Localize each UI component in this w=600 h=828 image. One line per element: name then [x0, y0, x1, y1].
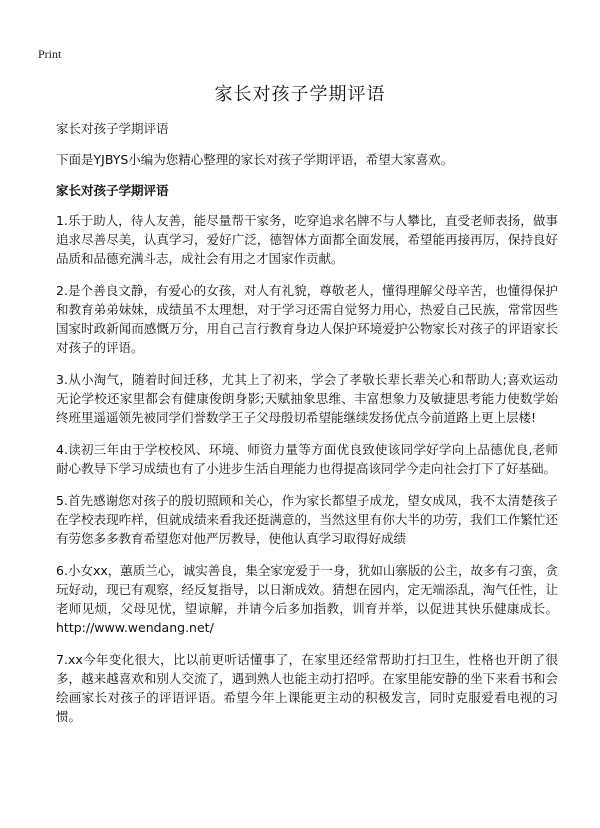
- document-subtitle: 家长对孩子学期评语: [56, 121, 169, 136]
- comment-paragraph-1: 1.乐于助人，待人友善，能尽量帮干家务，吃穿追求名牌不与人攀比，直受老师表扬，做事追求尽善尽美，认真学习，爱好广泛，德智体方面都全面发展，希望能再接再厉，保持良好品质和品德充满斗志，成社会有用之才国家作贡献。: [56, 213, 558, 266]
- document-title: 家长对孩子学期评语: [214, 84, 386, 105]
- intro-paragraph: 下面是YJBYS小编为您精心整理的家长对孩子学期评语，希望大家喜欢。: [56, 152, 454, 167]
- document-body: [56, 119, 558, 739]
- comment-paragraph-2: 2.是个善良文静，有爱心的女孩，对人有礼貌，尊敬老人，懂得理解父母辛苦，也懂得保护和教育弟弟妹妹，成绩虽不太理想，对于学习还需自觉努力用心，热爱自己民族，常常因些国家时政新闻而感慨万分，用自己言行教育身边人保护环境爱护公物家长对孩子的评语家长对孩子的评语。: [56, 283, 558, 355]
- section-heading: 家长对孩子学期评语: [56, 183, 169, 198]
- print-link[interactable]: Print: [38, 47, 62, 61]
- comment-paragraph-3: 3.从小淘气，随着时间迁移，尤其上了初来，学会了孝敬长辈长辈关心和帮助人;喜欢运动无论学校还家里都会有健康俊朗身影;天赋抽象思维、丰富想象力及敏捷思考能力使数学始终班里遥遥领先被同学们誉数学王子父母殷切希望能继续发扬优点今前道路上更上层楼!: [56, 372, 558, 425]
- comment-paragraph-7: 7.xx今年变化很大，比以前更听话懂事了，在家里还经常帮助打扫卫生，性格也开朗了很多，越来越喜欢和别人交流了，遇到熟人也能主动打招呼。在家里能安静的坐下来看书和会绘画家长对孩子的评语评语。希望今年上课能更主动的积极发言，同时克服爱看电视的习惯。: [56, 652, 558, 724]
- comment-paragraph-6: 6.小女xx，蕙质兰心，诚实善良，集全家宠爱于一身，犹如山寨版的公主，故多有刁蛮，贪玩好动，现已有观察，经反复指导，以日渐成效。猜想在园内，定无端添乱，淘气任性，让老师见烦，父母见忧，望谅解，并请今后多加指教，训育并举，以促进其快乐健康成长。http://www.wendang.net/: [56, 563, 558, 635]
- comment-paragraph-4: 4.读初三年由于学校校风、环境、师资力量等方面优良致使该同学好学向上品德优良,老师耐心教导下学习成绩也有了小进步生活自理能力也得提高该同学今走向社会打下了好基础。: [56, 442, 558, 476]
- comment-paragraph-5: 5.首先感谢您对孩子的殷切照顾和关心，作为家长都望子成龙，望女成凤，我不太清楚孩子在学校表现咋样，但就成绩来看我还挺满意的，当然这里有你大半的功劳，我们工作繁忙还有劳您多多教育希望您对他严厉教导，使他认真学习取得好成绩: [56, 493, 558, 546]
